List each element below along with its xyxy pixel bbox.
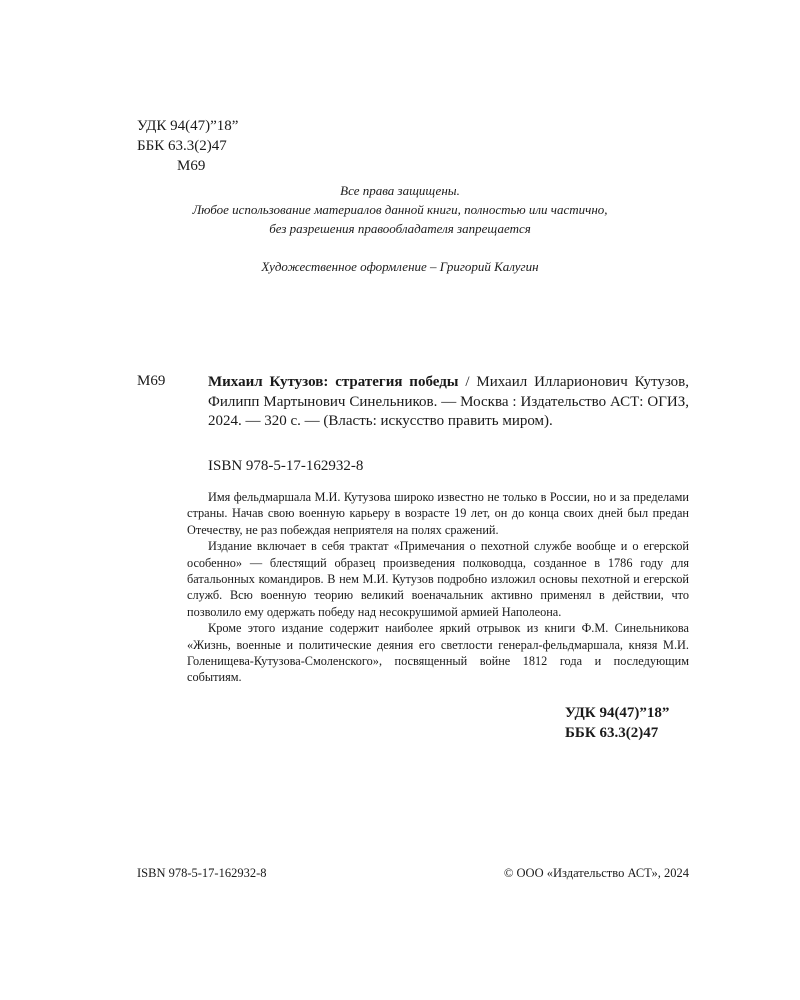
abstract — [187, 489, 689, 686]
footer-isbn: ISBN 978-5-17-162932-8 — [137, 866, 267, 880]
udk-code: УДК 94(47)”18” — [137, 118, 239, 134]
rights-line-2: Любое использование материалов данной книги, полностью или частично, — [192, 202, 608, 217]
abstract-paragraph: Кроме этого издание содержит наиболее яркий отрывок из книги Ф.М. Синельникова «Жизнь, военные и политические деяния его светлости генерал-фельдмаршала, князя М.И. Голенищева-Кутузова-Смоленского», посвященный войне 1812 года и последующим событиям. — [187, 621, 689, 685]
art-credit: Художественное оформление – Григорий Калугин — [261, 259, 539, 274]
isbn: ISBN 978-5-17-162932-8 — [208, 458, 364, 474]
abstract-paragraph: Имя фельдмаршала М.И. Кутузова широко известно не только в России, но и за пределами страны. Начав свою военную карьеру в возрасте 19 лет, он до конца своих дней был предан Отечеству, не раз побеждая неприятеля на полях сражений. — [187, 490, 689, 537]
bibliographic-record — [208, 373, 689, 432]
author-mark: М69 — [177, 158, 206, 174]
classification-footer — [565, 703, 669, 743]
rights-line-3: без разрешения правообладателя запрещается — [269, 221, 531, 236]
bibliographic-details: / Михаил Илларионович Кутузов, Филипп Мартынович Синельников. — Москва : Издательство АСТ: ОГИЗ, 2024. — 320 с. — (Власть: искусство править миром). — [208, 374, 689, 429]
rights-line-1: Все права защищены. — [340, 183, 460, 198]
bbk-code-bottom: ББК 63.3(2)47 — [565, 725, 659, 741]
footer-copyright: © ООО «Издательство АСТ», 2024 — [503, 866, 689, 880]
book-title: Михаил Кутузов: стратегия победы — [208, 374, 459, 390]
udk-code-bottom: УДК 94(47)”18” — [565, 705, 670, 721]
rights-notice — [100, 181, 700, 238]
bbk-code: ББК 63.3(2)47 — [137, 138, 227, 154]
bibliographic-author-mark: М69 — [137, 373, 166, 389]
abstract-paragraph: Издание включает в себя трактат «Примечания о пехотной службе вообще и о егерской особенно» — блестящий образец произведения полководца, созданное в 1786 году для батальонных командиров. В нем М.И. Кутузов подробно изложил основы пехотной и егерской служб. Всю военную теорию великий военачальник активно применял в действии, что позволило ему одержать победу над несокрушимой армией Наполеона. — [187, 539, 689, 619]
classification-header — [137, 116, 238, 176]
